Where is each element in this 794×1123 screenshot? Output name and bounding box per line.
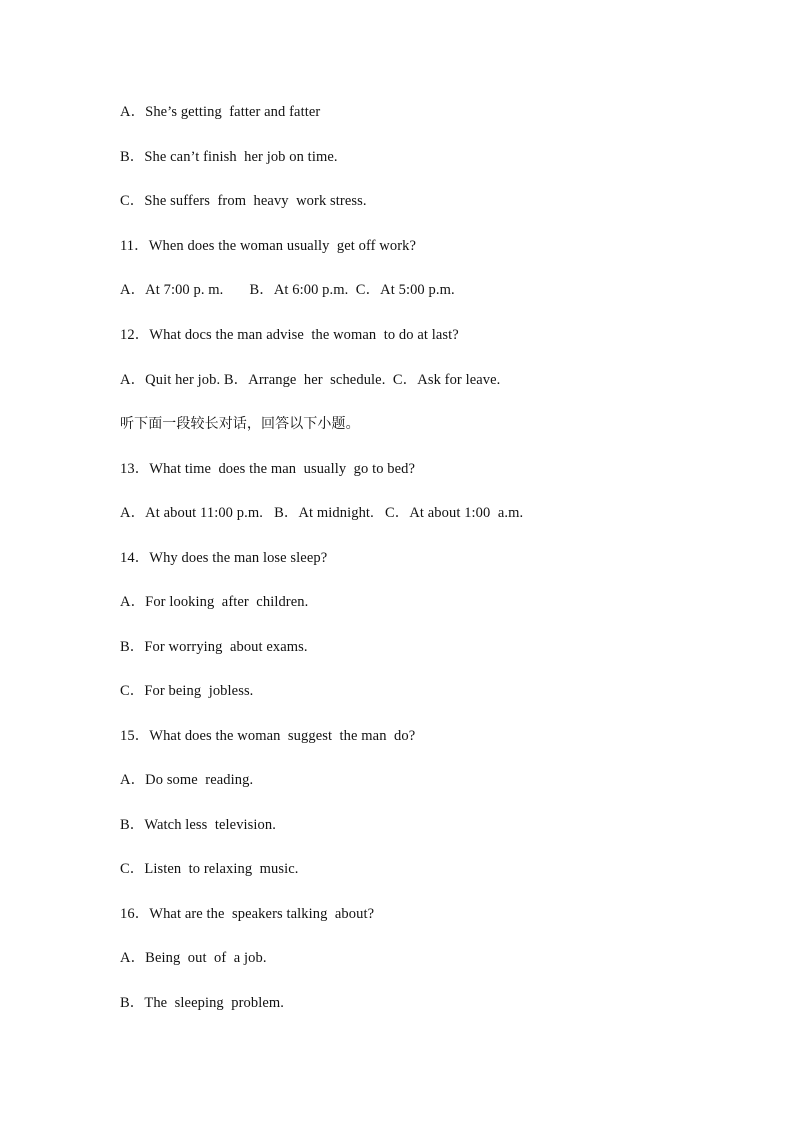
options-q12: A．Quit her job. B．Arrange her schedule. C．Ask for leave. xyxy=(120,372,501,388)
option-a-q16: A．Being out of a job. xyxy=(120,950,267,966)
option-c-q15: C．Listen to relaxing music. xyxy=(120,861,299,877)
option-a-q10: A．She’s getting fatter and fatter xyxy=(120,104,321,120)
option-a-q15: A．Do some reading. xyxy=(120,772,254,788)
option-b-q16: B．The sleeping problem. xyxy=(120,995,284,1011)
options-q13: A．At about 11:00 p.m. B．At midnight. C．At about 1:00 a.m. xyxy=(120,505,524,521)
option-b-q15: B．Watch less television. xyxy=(120,817,276,833)
question-15: 15．What does the woman suggest the man do? xyxy=(120,728,416,744)
option-b-q10: B．She can’t finish her job on time. xyxy=(120,149,338,165)
section-instruction: 听下面一段较长对话，回答以下小题。 xyxy=(120,416,360,432)
question-13: 13．What time does the man usually go to bed? xyxy=(120,461,416,477)
question-16: 16．What are the speakers talking about? xyxy=(120,906,375,922)
option-b-q14: B．For worrying about exams. xyxy=(120,639,308,655)
options-q11: A．At 7:00 p. m. B．At 6:00 p.m. C．At 5:00 p.m. xyxy=(120,282,455,298)
question-14: 14．Why does the man lose sleep? xyxy=(120,550,328,566)
question-11: 11．When does the woman usually get off work? xyxy=(120,238,417,254)
option-c-q14: C．For being jobless. xyxy=(120,683,254,699)
option-a-q14: A．For looking after children. xyxy=(120,594,309,610)
question-12: 12．What docs the man advise the woman to do at last? xyxy=(120,327,459,343)
option-c-q10: C．She suffers from heavy work stress. xyxy=(120,193,367,209)
